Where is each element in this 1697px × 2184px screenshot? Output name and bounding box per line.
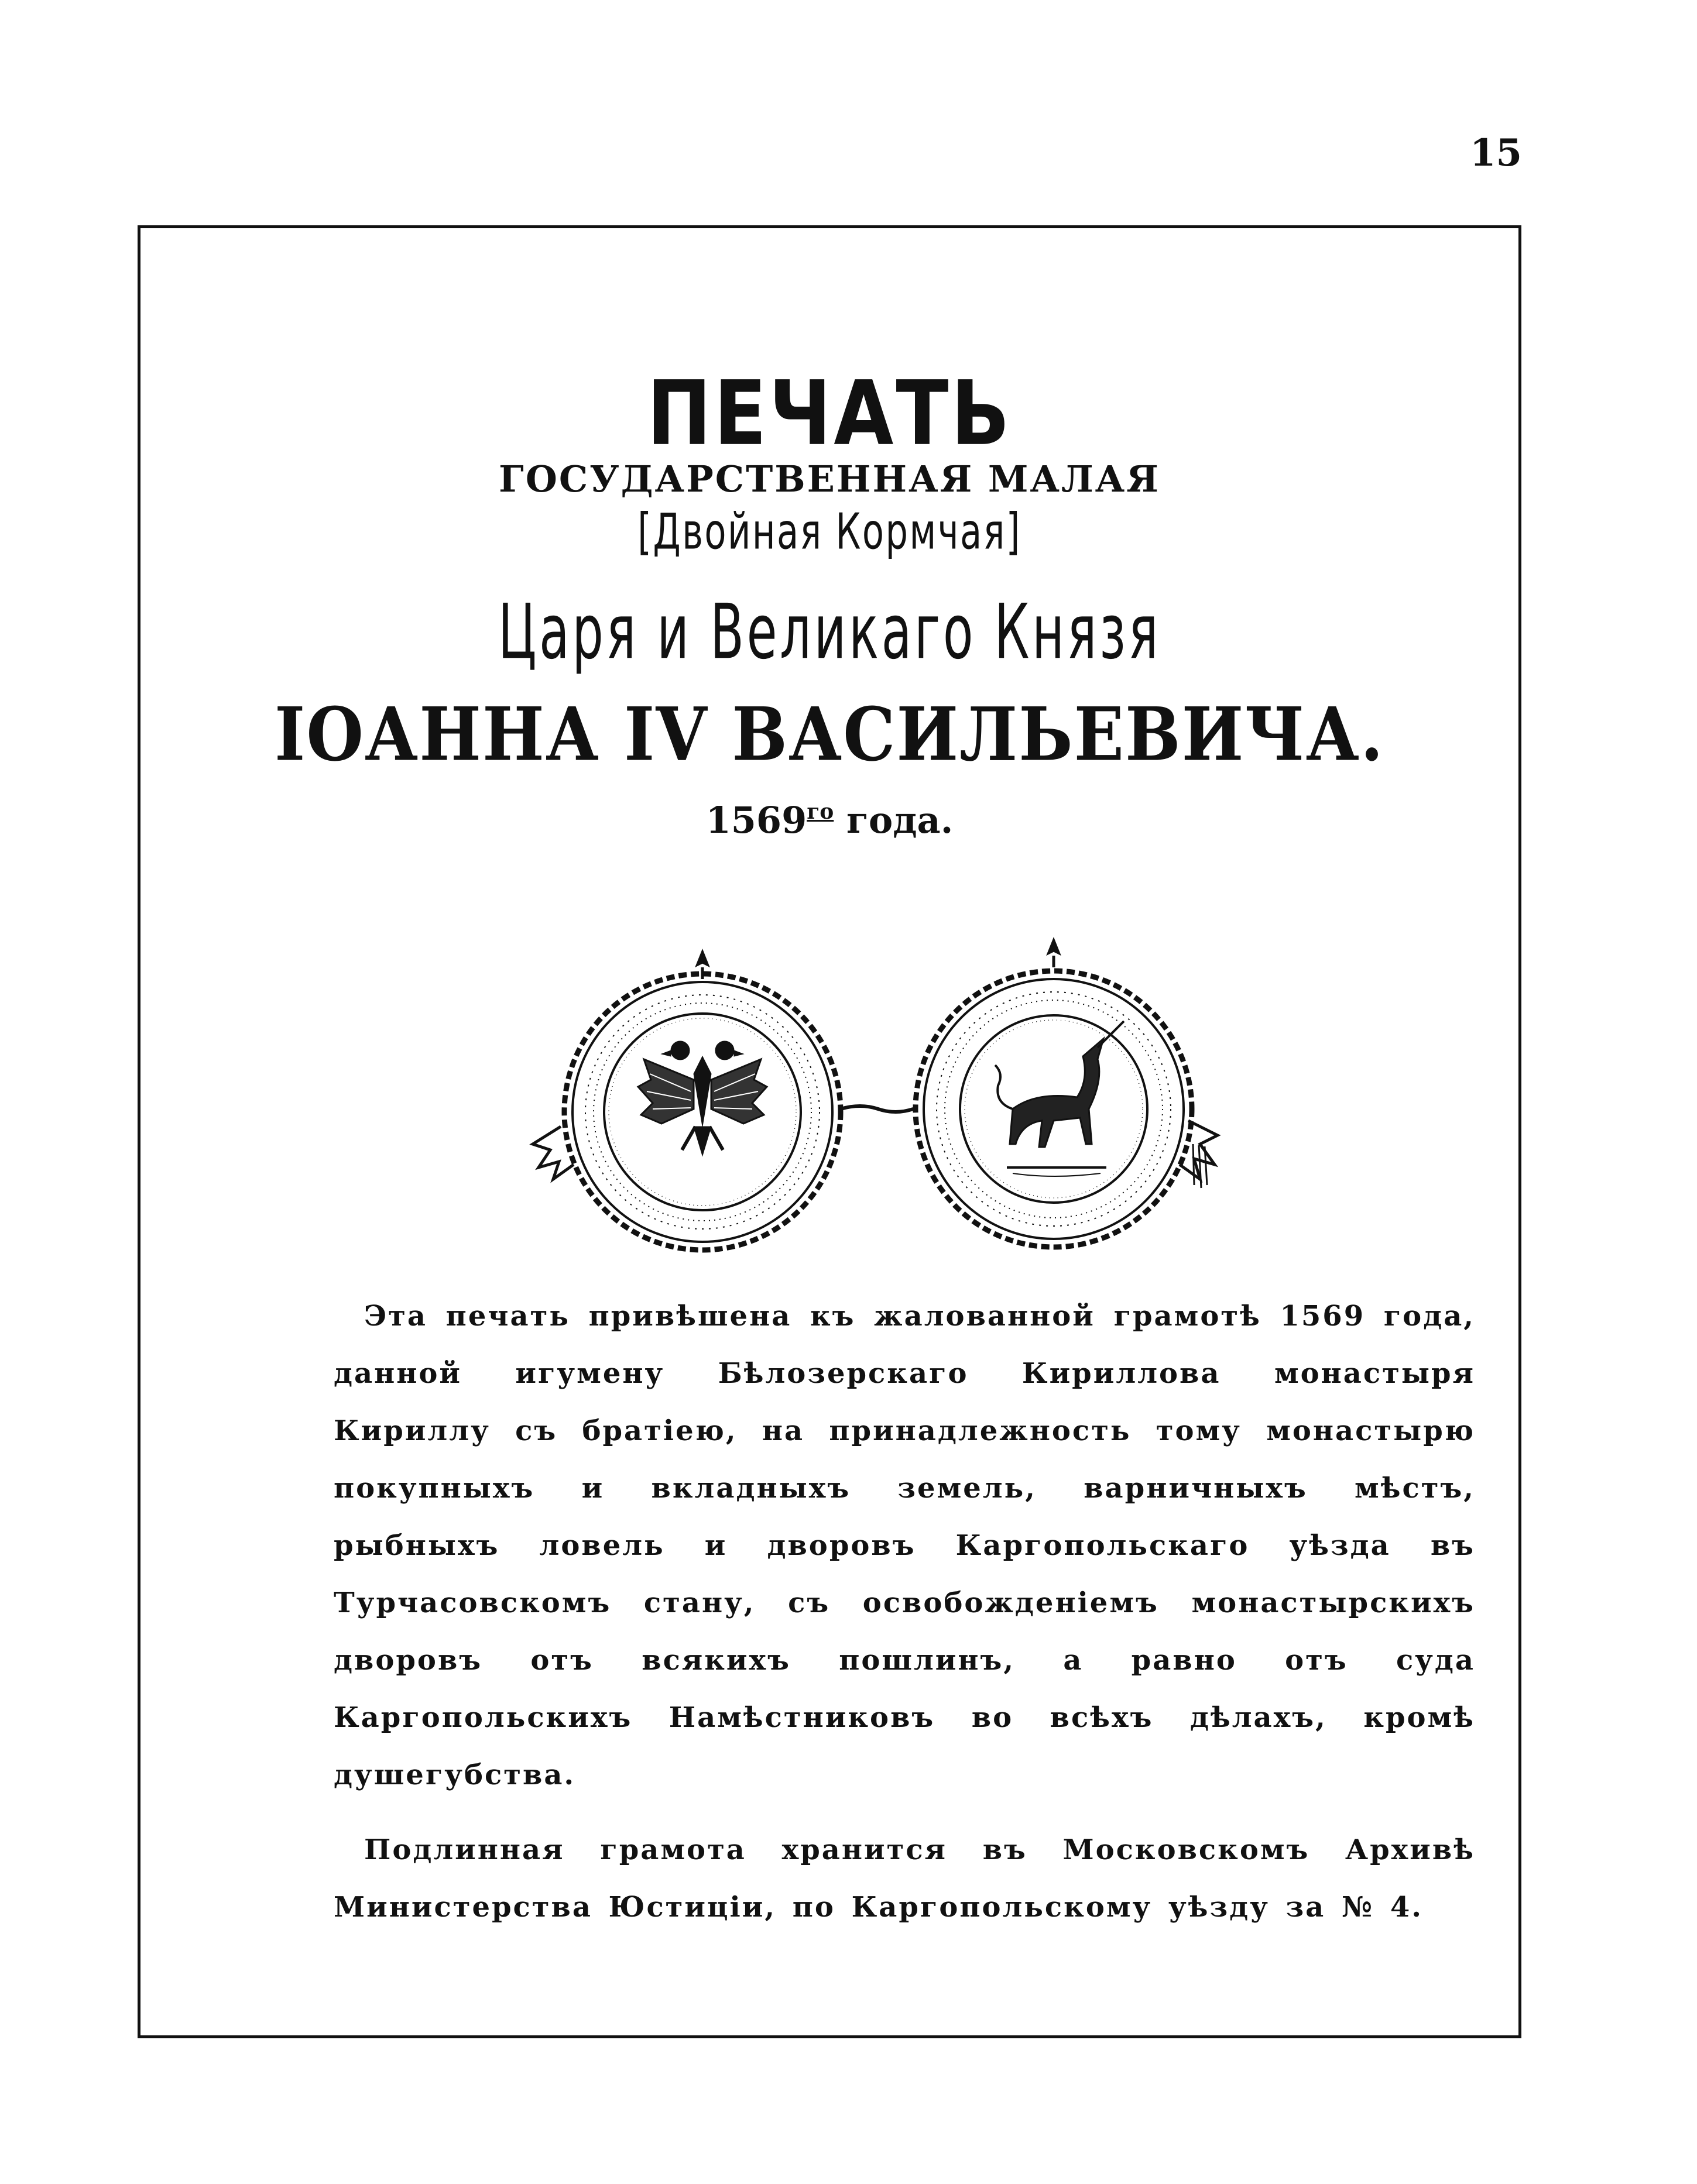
seal-cord (841, 1106, 913, 1112)
seal-obverse-eagle (533, 951, 841, 1250)
title-tsarya: Царя и Великаго Князя (498, 588, 1161, 677)
seal-illustration (527, 933, 1323, 1261)
page-number: 15 (1469, 131, 1522, 175)
paragraph-description: Эта печать привѣшена къ жалованной грамотѣ 1569 года, данной игумену Бѣлозерскаго Кириллова монастыря Кириллу съ братіею, на принадлежность тому монастырю покупныхъ и вкладныхъ земель, варничныхъ мѣстъ, рыбныхъ ловель и дворовъ Каргопольскаго уѣзда въ Турчасовскомъ стану, съ освобожденіемъ монастырскихъ дворовъ отъ всякихъ пошлинъ, а равно отъ суда Каргопольскихъ Намѣстниковъ во всѣхъ дѣлахъ, кромѣ душегубства. (334, 1300, 1475, 1791)
year-number: 1569 (705, 799, 807, 842)
year-word: года. (846, 799, 954, 842)
title-gosudarstvennaya: ГОСУДАРСТВЕННАЯ МАЛАЯ (499, 458, 1160, 500)
paragraph-archive: Подлинная грамота хранится въ Московскомъ Архивѣ Министерства Юстиціи, по Каргопольскому уѣзду за № 4. (334, 1833, 1475, 1924)
year-suffix: го (807, 799, 834, 824)
page-frame (138, 225, 1521, 2038)
title-ioanna: ІОАННА IV ВАСИЛЬЕВИЧА. (275, 692, 1384, 778)
title-year (140, 799, 1518, 842)
title-dvoinaya-kormchaya: [Двойная Кормчая] (637, 503, 1021, 561)
seal-reverse-unicorn (916, 939, 1218, 1247)
title-pechat: ПЕЧАТЬ (646, 362, 1013, 466)
